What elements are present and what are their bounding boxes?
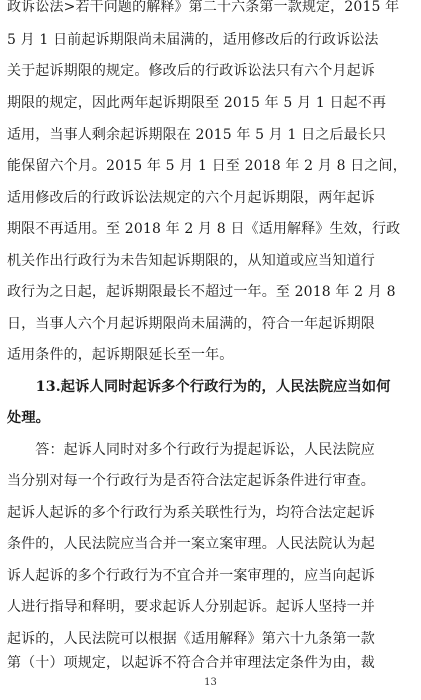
text-line: 起诉人起诉的多个行政行为系关联性行为，均符合法定起诉 bbox=[7, 505, 375, 521]
text-line: 人进行指导和释明，要求起诉人分别起诉。起诉人坚持一并 bbox=[7, 599, 375, 615]
text-line: 适用修改后的行政诉讼法规定的六个月起诉期限，两年起诉 bbox=[7, 190, 375, 206]
text-line: 关于起诉期限的规定。修改后的行政诉讼法只有六个月起诉 bbox=[7, 63, 375, 79]
text-line: 5 月 1 日前起诉期限尚未届满的，适用修改后的行政诉讼法 bbox=[7, 32, 379, 48]
text-line: 能保留六个月。2015 年 5 月 1 日至 2018 年 2 月 8 日之间， bbox=[7, 158, 407, 174]
text-line: 适用，当事人剩余起诉期限在 2015 年 5 月 1 日之后最长只 bbox=[7, 127, 387, 143]
question-heading: 处理。 bbox=[7, 410, 51, 426]
page-number: 13 bbox=[204, 677, 217, 688]
text-line: 答：起诉人同时对多个行政行为提起诉讼，人民法院应 bbox=[7, 442, 375, 458]
text-line: 起诉的，人民法院可以根据《适用解释》第六十九条第一款 bbox=[7, 631, 375, 647]
text-line: 机关作出行政行为未告知起诉期限的，从知道或应当知道行 bbox=[7, 253, 375, 269]
text-line: 当分别对每一个行政行为是否符合法定起诉条件进行审查。 bbox=[7, 473, 375, 489]
text-line: 政诉讼法>若干问题的解释》第二十六条第一款规定，2015 年 bbox=[7, 0, 400, 15]
text-line: 适用条件的，起诉期限延长至一年。 bbox=[7, 347, 234, 363]
text-line: 期限不再适用。至 2018 年 2 月 8 日《适用解释》生效，行政 bbox=[7, 221, 401, 237]
text-line: 诉人起诉的多个行政行为不宜合并一案审理的，应当向起诉 bbox=[7, 568, 375, 584]
question-heading: 13.起诉人同时起诉多个行政行为的，人民法院应当如何 bbox=[7, 379, 391, 395]
text-line: 期限的规定，因此两年起诉期限至 2015 年 5 月 1 日起不再 bbox=[7, 95, 387, 111]
text-line: 第（十）项规定，以起诉不符合合并审理法定条件为由，裁 bbox=[7, 655, 375, 671]
text-line: 条件的，人民法院应当合并一案立案审理。人民法院认为起 bbox=[7, 536, 375, 552]
text-line: 日，当事人六个月起诉期限尚未届满的，符合一年起诉期限 bbox=[7, 316, 375, 332]
text-line: 政行为之日起，起诉期限最长不超过一年。至 2018 年 2 月 8 bbox=[7, 284, 396, 300]
